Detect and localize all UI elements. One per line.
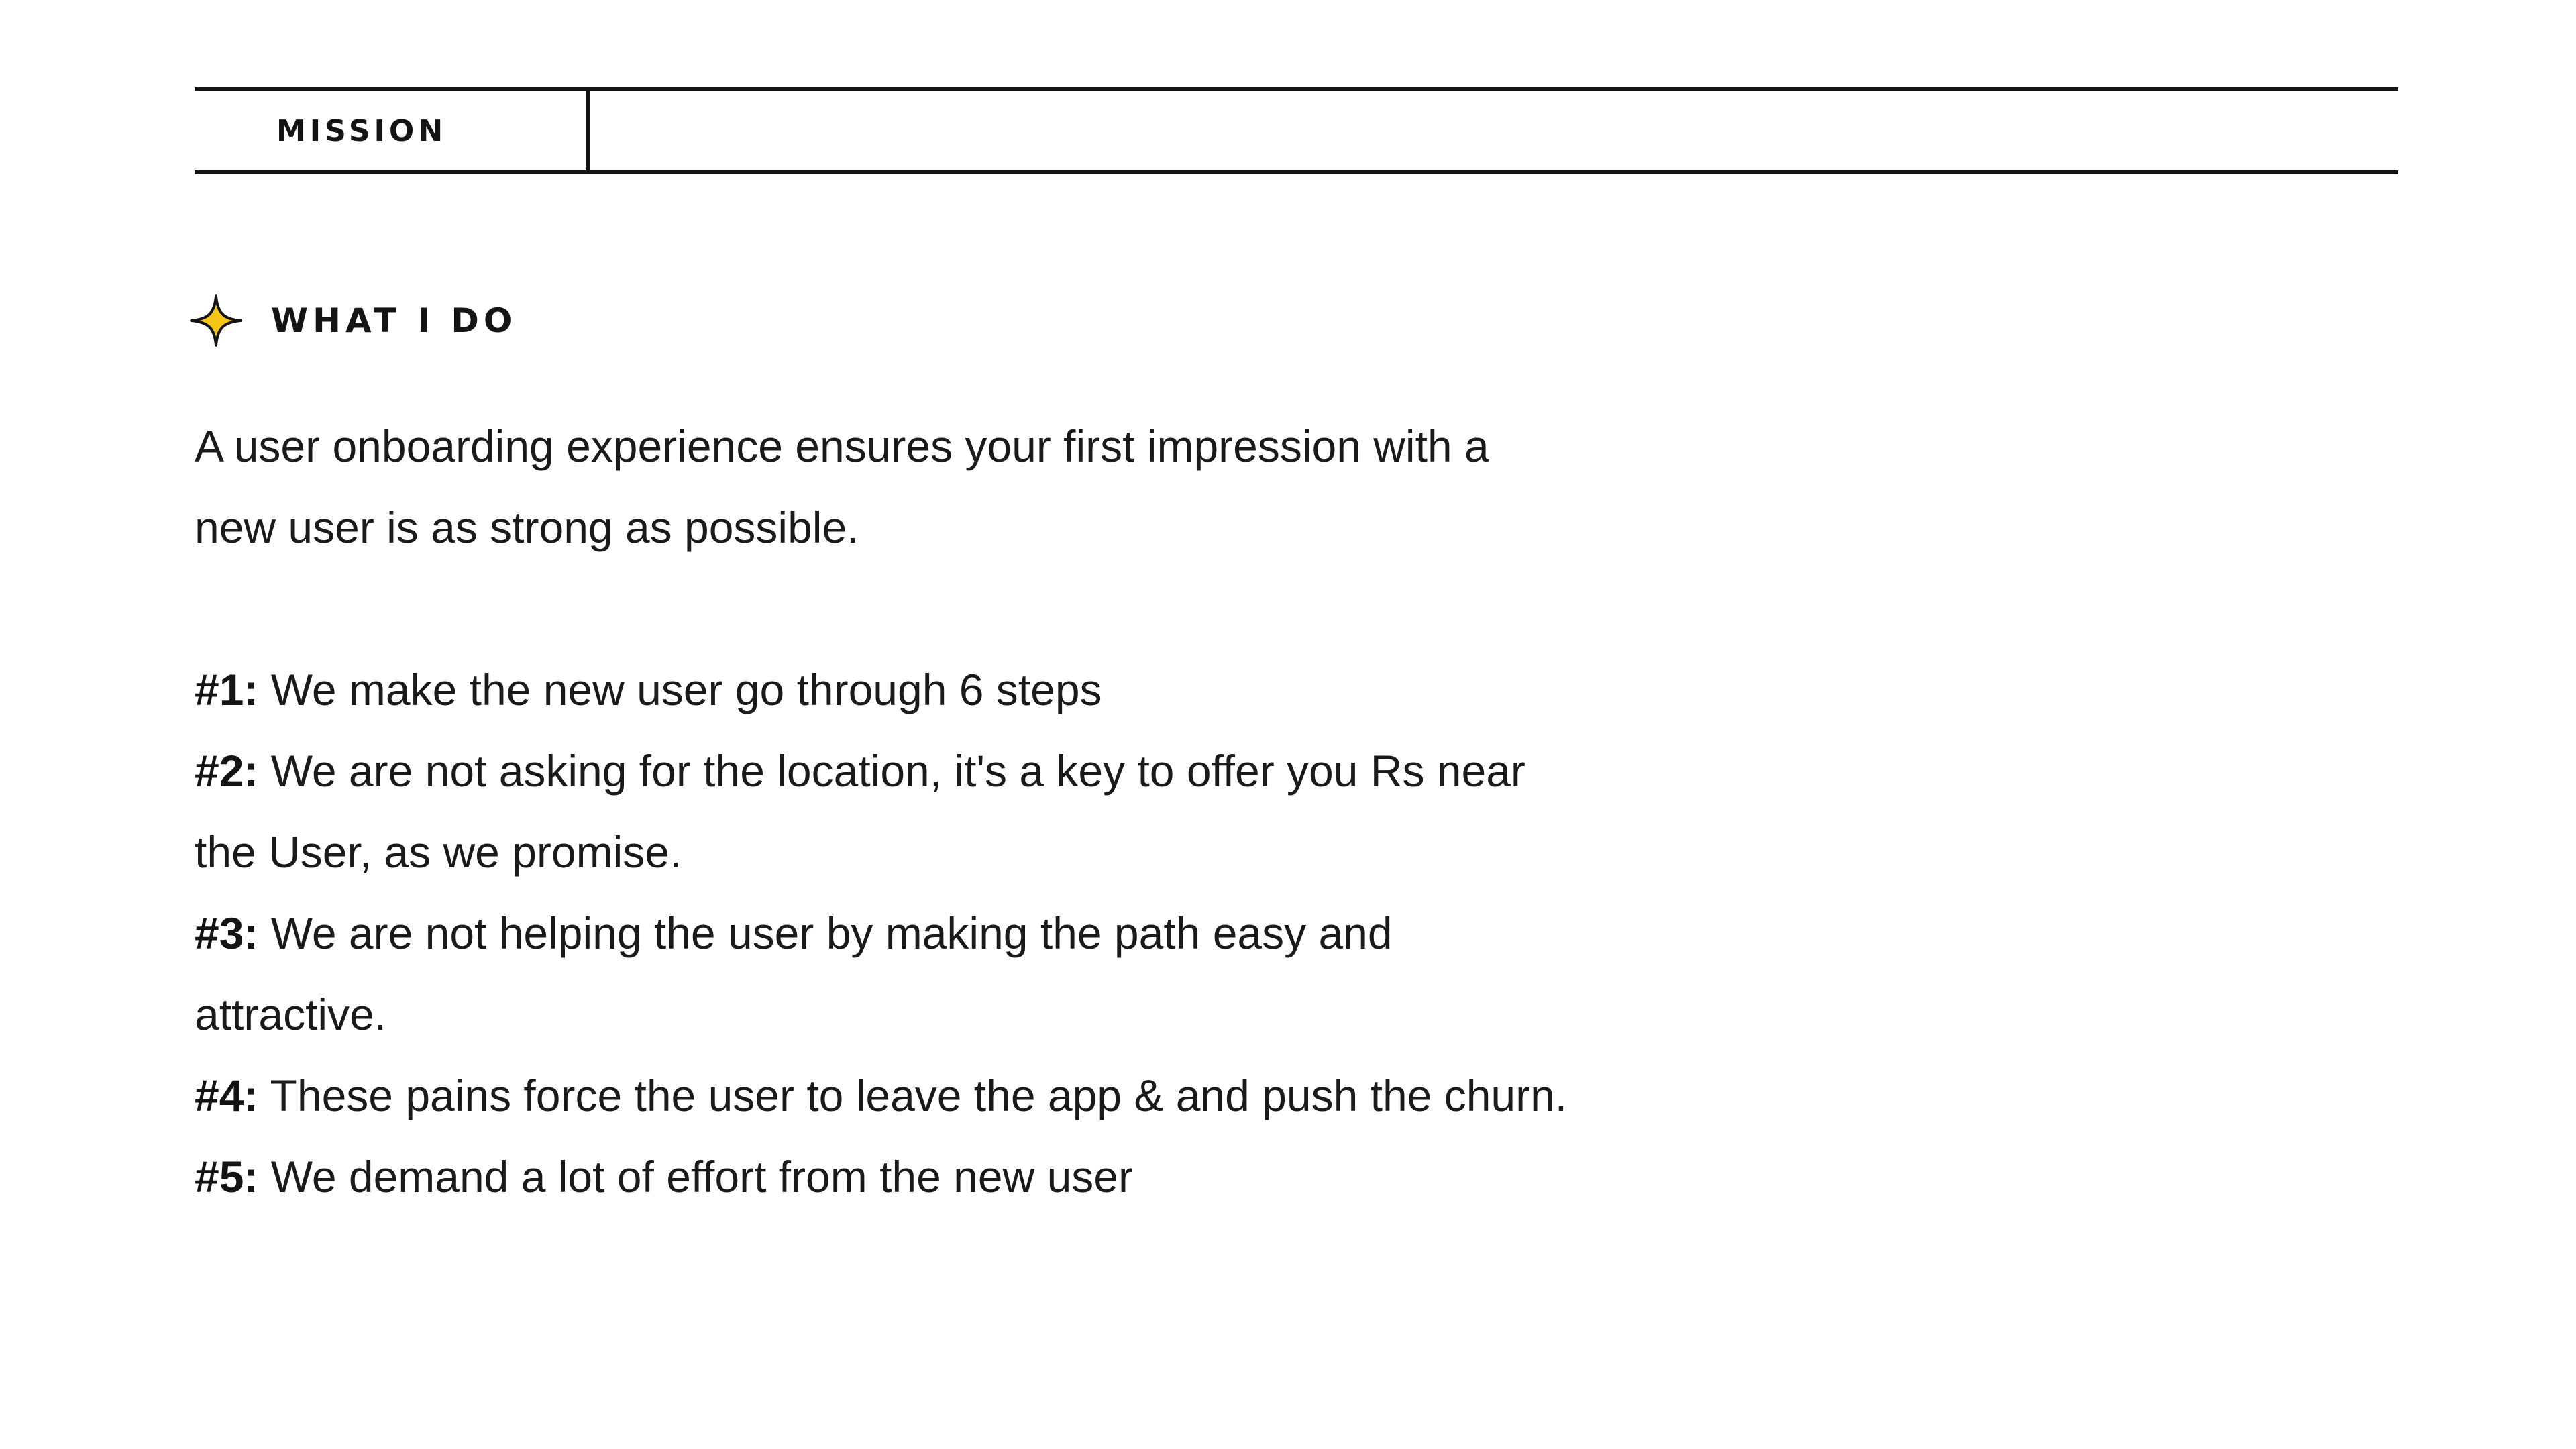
sparkle-icon [189,294,243,347]
point-text: We are not asking for the location, it's a key to offer you Rs near the User, as we promise. [195,746,1525,877]
point-number: #4: [195,1071,259,1120]
point-item [195,649,1576,731]
point-item [195,1136,1576,1218]
point-number: #5: [195,1152,259,1201]
point-text: These pains force the user to leave the app & and push the churn. [270,1071,1568,1120]
point-text: We demand a lot of effort from the new user [270,1152,1133,1201]
point-number: #3: [195,908,259,958]
point-item [195,1055,1576,1136]
point-text: We make the new user go through 6 steps [270,665,1102,714]
content-body [195,406,1576,1218]
header-filler [590,91,2398,170]
mission-tab[interactable] [195,91,590,170]
point-item [195,731,1576,893]
point-item [195,893,1576,1055]
section-heading [189,292,517,349]
point-text: We are not helping the user by making the path easy and attractive. [195,908,1393,1039]
point-number: #2: [195,746,259,796]
intro-paragraph: A user onboarding experience ensures your first impression with a new user is as strong as possible. [195,421,1489,552]
point-number: #1: [195,665,259,714]
mission-tab-label: MISSION [276,113,447,148]
header-bar [195,87,2398,174]
section-title: WHAT I DO [271,301,517,340]
